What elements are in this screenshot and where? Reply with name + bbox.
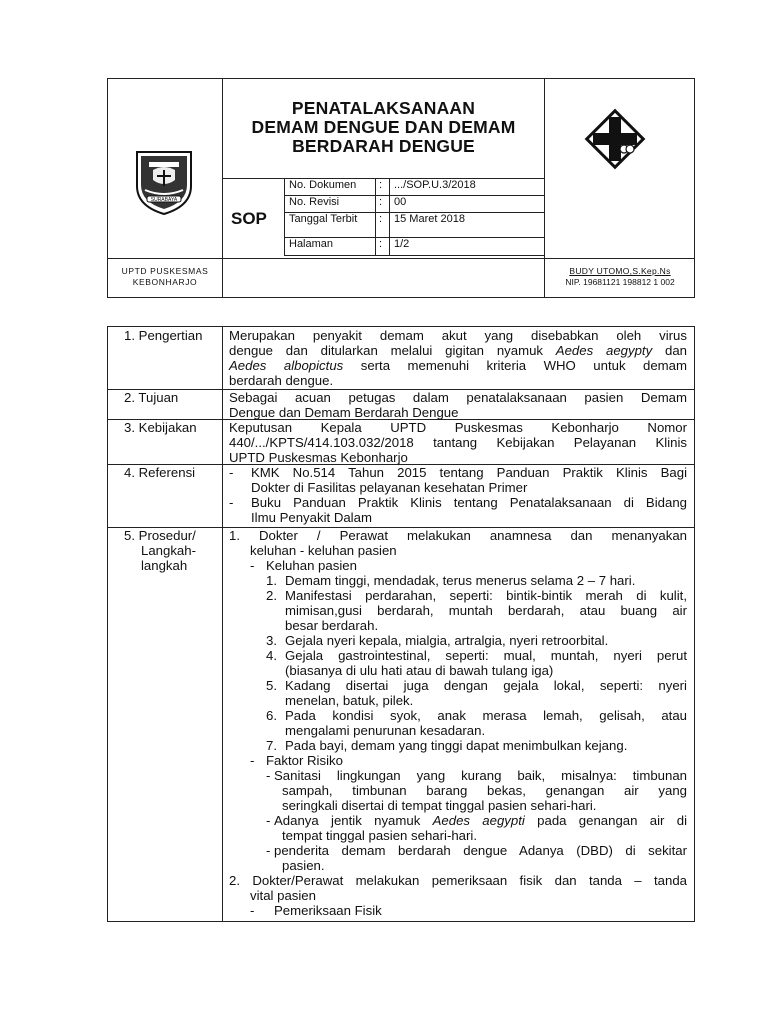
list-item: 6. Pada kondisi syok, anak merasa lemah, gelisah, atau mengalami penurunan kesadaran. [266, 708, 687, 738]
meta-label: No. Dokumen [285, 179, 376, 196]
title-line: PENATALAKSANAAN [291, 98, 476, 118]
faktor-list [229, 768, 687, 873]
list-item: - Adanya jentik nyamuk Aedes aegypti pada genangan air di tempat tinggal pasien sehari-hari. [266, 813, 687, 843]
signer-name: BUDY UTOMO,S.Kep.Ns [569, 266, 671, 276]
org-line: KEBONHARJO [132, 277, 198, 287]
list-item: - Sanitasi lingkungan yang kurang baik, misalnya: timbunan sampah, timbunan barang bekas, genangan air yang seringkali disertai di tempat tinggal pasien sehari-hari. [266, 768, 687, 813]
text-line: dengue dan ditularkan melalui gigitan nyamuk Aedes aegypty dan [229, 343, 687, 358]
regional-emblem-icon [129, 146, 199, 216]
meta-sep: : [376, 196, 390, 213]
column-divider [222, 326, 223, 922]
section-label-prosedur: 5. Prosedur/ Langkah- langkah [124, 528, 196, 573]
meta-sep: : [376, 179, 390, 196]
list-item: 3. Gejala nyeri kepala, mialgia, artralgia, nyeri retroorbital. [266, 633, 609, 648]
meta-value: .../SOP.U.3/2018 [390, 179, 545, 196]
meta-sep: : [376, 213, 390, 238]
text-line: UPTD Puskesmas Kebonharjo [229, 450, 408, 465]
svg-text:SURABAYA: SURABAYA [150, 197, 178, 203]
list-item: - Keluhan pasien [250, 558, 357, 573]
text-line: Merupakan penyakit demam akut yang disebabkan oleh virus [229, 328, 687, 343]
document-title [223, 99, 544, 156]
text-line: Dengue dan Demam Berdarah Dengue [229, 405, 459, 420]
meta-value: 15 Maret 2018 [390, 213, 545, 238]
list-item: - KMK No.514 Tahun 2015 tentang Panduan Praktik Klinis Bagi Dokter di Fasilitas pelayanan kesehatan Primer [229, 465, 687, 495]
meta-label: No. Revisi [285, 196, 376, 213]
section-text-tujuan [229, 390, 687, 420]
text-line: Sebagai acuan petugas dalam penatalaksanaan pasien Demam [229, 390, 687, 405]
text-line: 1. Dokter / Perawat melakukan anamnesa dan menanyakan [229, 528, 687, 543]
signer-block [545, 266, 695, 288]
section-label-pengertian: 1. Pengertian [124, 328, 203, 343]
signer-nip: NIP. 19681121 198812 1 002 [565, 277, 675, 287]
meta-row [285, 179, 545, 196]
meta-row [285, 196, 545, 213]
text-line: 440/.../KPTS/414.103.032/2018 tantang Kebijakan Pelayanan Klinis [229, 435, 687, 450]
list-item: 1. Demam tinggi, mendadak, terus menerus selama 2 – 7 hari. [266, 573, 636, 588]
title-line: DEMAM DENGUE DAN DEMAM [251, 117, 516, 137]
organization-name [108, 266, 222, 288]
text-line: Aedes albopictus serta memenuhi kriteria WHO untuk demam [229, 358, 687, 373]
title-line: BERDARAH DENGUE [292, 136, 475, 156]
text-line: 2. Dokter/Perawat melakukan pemeriksaan fisik dan tanda – tanda [229, 873, 687, 888]
sop-label: SOP [231, 209, 267, 228]
section-text-referensi [229, 465, 687, 525]
list-item: - penderita demam berdarah dengue Adanya (DBD) di sekitar pasien. [266, 843, 687, 873]
list-item: 5. Kadang disertai juga dengan gejala lokal, seperti: nyeri menelan, batuk, pilek. [266, 678, 687, 708]
list-item: - Pemeriksaan Fisik [250, 903, 382, 918]
text-line: Keputusan Kepala UPTD Puskesmas Kebonharjo Nomor [229, 420, 687, 435]
list-item: - Faktor Risiko [250, 753, 343, 768]
section-label-referensi: 4. Referensi [124, 465, 196, 480]
section-text-pengertian [229, 328, 687, 388]
document-meta-table [284, 178, 545, 256]
section-text-kebijakan [229, 420, 687, 465]
header-divider [107, 258, 695, 259]
meta-label: Tanggal Terbit [285, 213, 376, 238]
section-label-tujuan: 2. Tujuan [124, 390, 179, 405]
keluhan-list [229, 573, 687, 753]
list-item: 4. Gejala gastrointestinal, seperti: mual, muntah, nyeri perut (biasanya di ulu hati atau di bawah tulang iga) [266, 648, 687, 678]
section-text-prosedur [229, 528, 687, 918]
meta-sep: : [376, 238, 390, 256]
text-line: vital pasien [250, 888, 316, 903]
text-line: berdarah dengue. [229, 373, 334, 388]
puskesmas-cross-icon [581, 105, 649, 173]
org-line: UPTD PUSKESMAS [121, 266, 209, 276]
text-line: keluhan - keluhan pasien [250, 543, 397, 558]
list-item: - Buku Panduan Praktik Klinis tentang Penatalaksanaan di Bidang Ilmu Penyakit Dalam [229, 495, 687, 525]
meta-value: 1/2 [390, 238, 545, 256]
list-item: 7. Pada bayi, demam yang tinggi dapat menimbulkan kejang. [266, 738, 628, 753]
meta-label: Halaman [285, 238, 376, 256]
meta-row [285, 213, 545, 238]
list-item: 2. Manifestasi perdarahan, seperti: bintik-bintik merah di kulit, mimisan,gusi berdarah, muntah berdarah, atau buang air besar berdarah. [266, 588, 687, 633]
meta-value: 00 [390, 196, 545, 213]
meta-row [285, 238, 545, 256]
section-label-kebijakan: 3. Kebijakan [124, 420, 197, 435]
